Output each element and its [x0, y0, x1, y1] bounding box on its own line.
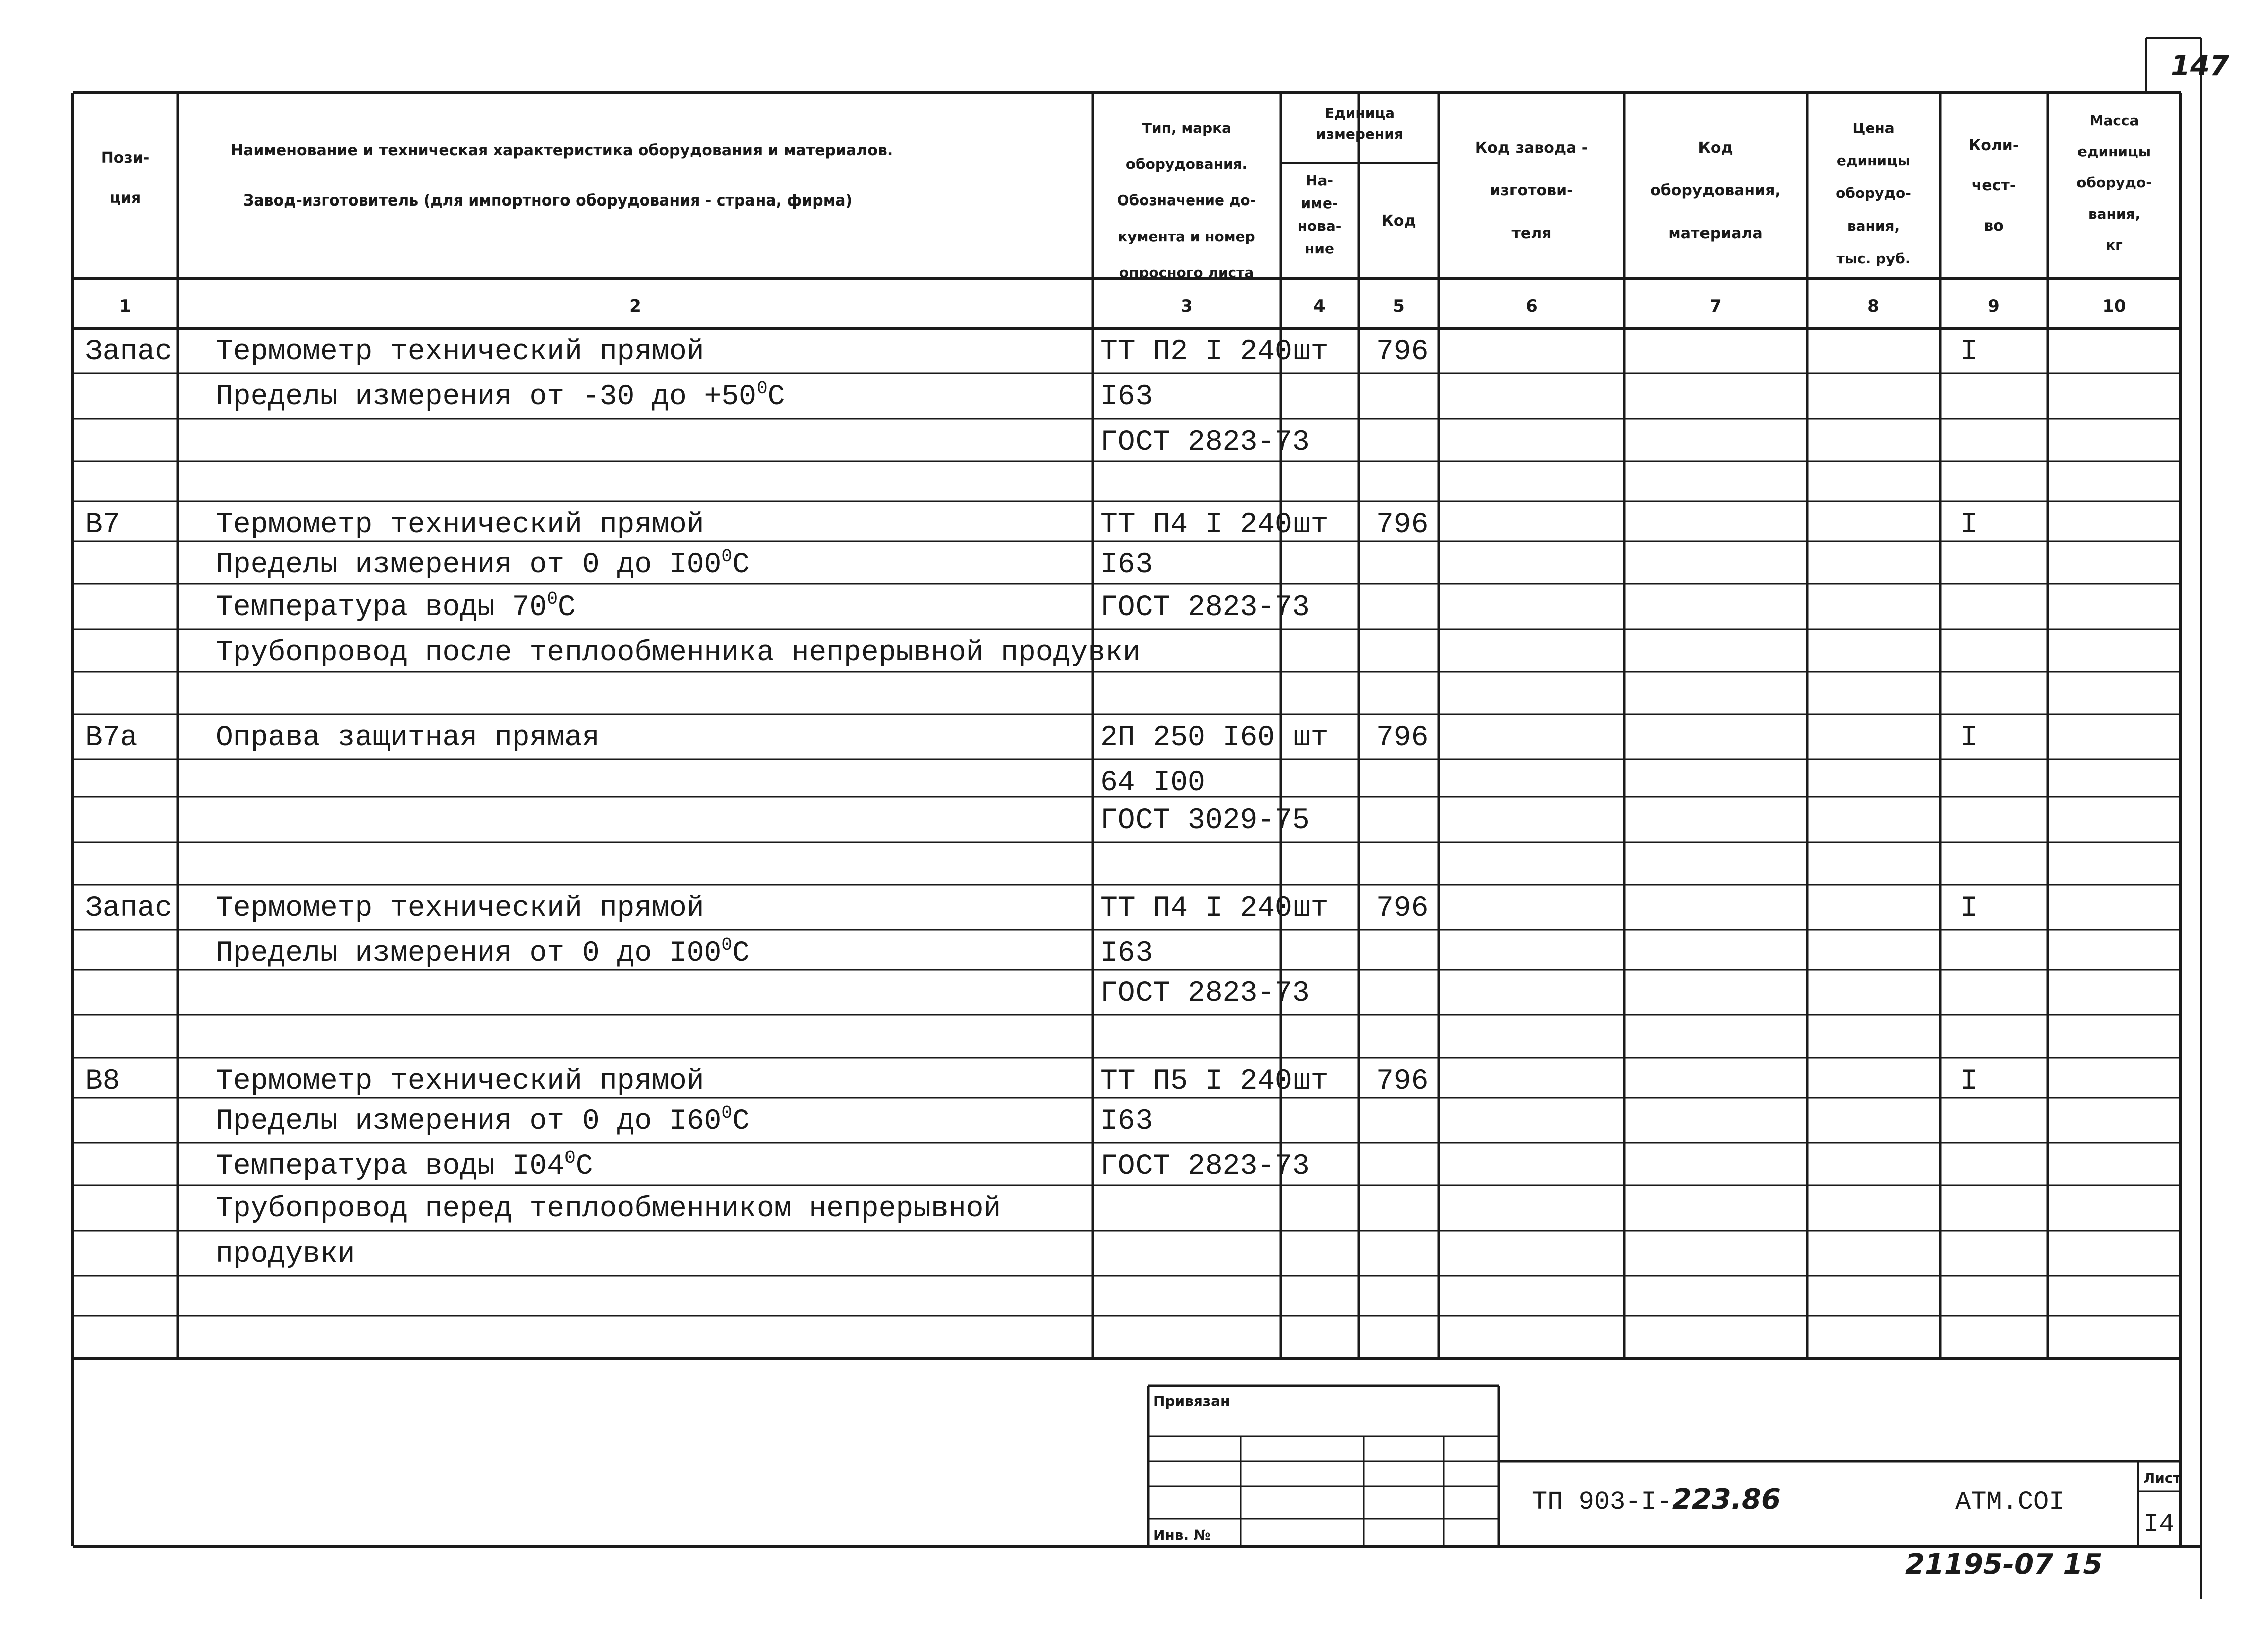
- stamp-linked-label: Привязан: [1153, 1393, 1230, 1409]
- header-type: кумента и номер: [1118, 228, 1255, 245]
- header-unit-name: име-: [1301, 195, 1338, 212]
- header-unit-name: нова-: [1297, 218, 1342, 234]
- cell-name: Пределы измерения от 0 до $I00^0С$: [216, 546, 750, 581]
- header-unit-name: ние: [1305, 240, 1334, 257]
- cell-quantity: I: [1960, 892, 1978, 925]
- header-factory-code: Код завода -: [1475, 139, 1588, 157]
- cell-type: ГОСТ 2823-73: [1100, 1150, 1310, 1183]
- table-row: [1100, 804, 1310, 837]
- cell-position: Запас: [85, 892, 173, 925]
- column-number: 5: [1393, 296, 1405, 316]
- header-unit-code: Код: [1381, 212, 1416, 230]
- cell-name: Пределы измерения от 0 до $I60^0С$: [216, 1103, 750, 1138]
- cell-name: Оправа защитная прямая: [216, 722, 600, 754]
- cell-code: 796: [1376, 722, 1429, 754]
- table-row: [216, 546, 1153, 581]
- cell-name: Пределы измерения от 0 до $I00^0С$: [216, 935, 750, 970]
- table-row: [216, 589, 1310, 624]
- cell-name: Трубопровод после теплообменника непрерывной продувки: [216, 637, 1141, 669]
- unit-letter: С: [575, 1150, 593, 1183]
- header-position: Пози-: [101, 149, 150, 167]
- unit-letter: С: [557, 591, 576, 624]
- column-number: 9: [1988, 296, 2000, 316]
- header-unit-group: Единица: [1325, 105, 1395, 121]
- cell-name: продувки: [216, 1238, 355, 1271]
- column-number: 3: [1181, 296, 1193, 316]
- cell-type: ТТ П4 I 240: [1100, 892, 1292, 925]
- header-equipment-code: оборудования,: [1650, 182, 1781, 199]
- cell-unit: шт: [1293, 336, 1329, 368]
- header-equipment-code: Код: [1698, 139, 1733, 157]
- column-number: 10: [2102, 296, 2126, 316]
- degree-superscript: 0: [756, 378, 768, 399]
- table-row: [85, 892, 1978, 925]
- cell-code: 796: [1376, 1065, 1429, 1098]
- column-number: 6: [1526, 296, 1538, 316]
- cell-type: ТТ П4 I 240: [1100, 509, 1292, 541]
- table-row: [216, 1103, 1153, 1138]
- table-row: [85, 722, 1978, 754]
- column-number: 7: [1710, 296, 1722, 316]
- header-price: единицы: [1836, 152, 1911, 169]
- cell-quantity: I: [1960, 722, 1978, 754]
- unit-letter: С: [732, 937, 750, 970]
- header-quantity: во: [1984, 217, 2004, 235]
- degree-superscript: 0: [721, 1103, 732, 1123]
- table-row: [85, 336, 1978, 368]
- degree-superscript: 0: [721, 546, 732, 567]
- header-price: оборудо-: [1836, 185, 1911, 201]
- cell-code: 796: [1376, 892, 1429, 925]
- header-mass: кг: [2106, 237, 2123, 253]
- table-row: [85, 1065, 1978, 1098]
- cell-position: В7: [85, 509, 120, 541]
- sheet-label: Лист: [2143, 1470, 2181, 1486]
- unit-letter: С: [732, 549, 750, 581]
- header-unit-name: На-: [1306, 172, 1333, 189]
- header-price: Цена: [1852, 120, 1895, 136]
- table-row: [1100, 977, 1310, 1010]
- table-row: [216, 935, 1153, 970]
- table-row: [1100, 426, 1310, 459]
- cell-type: I63: [1100, 1105, 1153, 1138]
- cell-type: ТТ П5 I 240: [1100, 1065, 1292, 1098]
- cell-name: Трубопровод перед теплообменником непрерывной: [216, 1193, 1001, 1226]
- cell-unit: шт: [1293, 1065, 1329, 1098]
- cell-quantity: I: [1960, 1065, 1978, 1098]
- column-number: 4: [1313, 296, 1326, 316]
- cell-unit: шт: [1293, 892, 1329, 925]
- table-row: [216, 378, 1153, 414]
- header-factory-code: изготови-: [1490, 182, 1573, 199]
- cell-type: 2П 250 I60: [1100, 722, 1275, 754]
- cell-quantity: I: [1960, 336, 1978, 368]
- header-position: ция: [109, 189, 141, 207]
- archive-number: 21195-07 15: [1905, 1548, 2103, 1581]
- header-factory-code: теля: [1511, 225, 1552, 242]
- table-header: [101, 105, 2152, 316]
- table-body: [85, 336, 1978, 1271]
- cell-name: Пределы измерения от -30 до $+50^0С$: [216, 378, 785, 414]
- document-code-handwritten: 223.86: [1672, 1483, 1781, 1516]
- header-type: оборудования.: [1125, 156, 1248, 172]
- cell-type: I63: [1100, 549, 1153, 581]
- column-number: 2: [629, 296, 641, 316]
- column-number: 8: [1867, 296, 1879, 316]
- cell-name: Температура воды $70^0С$: [216, 589, 576, 624]
- header-mass: вания,: [2088, 206, 2141, 222]
- unit-letter: С: [767, 381, 785, 414]
- cell-name: Температура воды $I04^0С$: [216, 1148, 593, 1183]
- degree-superscript: 0: [564, 1148, 576, 1168]
- header-quantity: Коли-: [1968, 137, 2019, 154]
- cell-type: ГОСТ 2823-73: [1100, 426, 1310, 459]
- table-row: [216, 637, 1141, 669]
- cell-type: I63: [1100, 381, 1153, 414]
- degree-superscript: 0: [547, 589, 558, 609]
- header-unit-group: измерения: [1316, 126, 1403, 142]
- cell-name: Термометр технический прямой: [216, 1065, 704, 1098]
- header-type: опросного листа: [1119, 264, 1254, 281]
- header-mass: Масса: [2089, 112, 2139, 129]
- table-row: [216, 1238, 355, 1271]
- cell-position: Запас: [85, 336, 173, 368]
- cell-name: Термометр технический прямой: [216, 509, 704, 541]
- cell-type: ГОСТ 2823-73: [1100, 977, 1310, 1010]
- header-name-line1: Наименование и техническая характеристика оборудования и материалов.: [231, 142, 893, 159]
- sheet-number: I4: [2143, 1510, 2175, 1539]
- header-quantity: чест-: [1971, 177, 2016, 194]
- cell-unit: шт: [1293, 722, 1329, 754]
- table-row: [216, 1193, 1001, 1226]
- header-name-line2: Завод-изготовитель (для импортного оборудования - страна, фирма): [243, 192, 853, 210]
- cell-code: 796: [1376, 509, 1429, 541]
- header-type: Обозначение до-: [1117, 192, 1256, 209]
- cell-type: I63: [1100, 937, 1153, 970]
- cell-name: Термометр технический прямой: [216, 892, 704, 925]
- document-mark: АТМ.СОI: [1955, 1487, 2065, 1517]
- header-type: Тип, марка: [1142, 120, 1232, 136]
- header-mass: единицы: [2077, 143, 2151, 160]
- cell-type: ГОСТ 3029-75: [1100, 804, 1310, 837]
- cell-type: 64 I00: [1100, 767, 1205, 799]
- header-price: вания,: [1847, 218, 1900, 234]
- cell-type: ТТ П2 I 240: [1100, 336, 1292, 368]
- cell-quantity: I: [1960, 509, 1978, 541]
- header-mass: оборудо-: [2076, 174, 2152, 191]
- document-code: ТП 903-I-223.86: [1532, 1483, 1781, 1517]
- column-number: 1: [119, 296, 131, 316]
- cell-position: В7а: [85, 722, 138, 754]
- cell-code: 796: [1376, 336, 1429, 368]
- unit-letter: С: [732, 1105, 750, 1138]
- title-block-stamp: [1148, 1386, 2181, 1546]
- cell-position: В8: [85, 1065, 120, 1098]
- header-price: тыс. руб.: [1836, 250, 1911, 267]
- degree-superscript: 0: [721, 935, 732, 955]
- table-row: [1100, 767, 1205, 799]
- table-row: [85, 509, 1978, 541]
- cell-unit: шт: [1293, 509, 1329, 541]
- cell-name: Термометр технический прямой: [216, 336, 704, 368]
- header-equipment-code: материала: [1668, 225, 1763, 242]
- table-row: [216, 1148, 1310, 1183]
- stamp-inventory-label: Инв. №: [1153, 1527, 1211, 1543]
- corner-page-number: 147: [2171, 50, 2229, 82]
- cell-type: ГОСТ 2823-73: [1100, 591, 1310, 624]
